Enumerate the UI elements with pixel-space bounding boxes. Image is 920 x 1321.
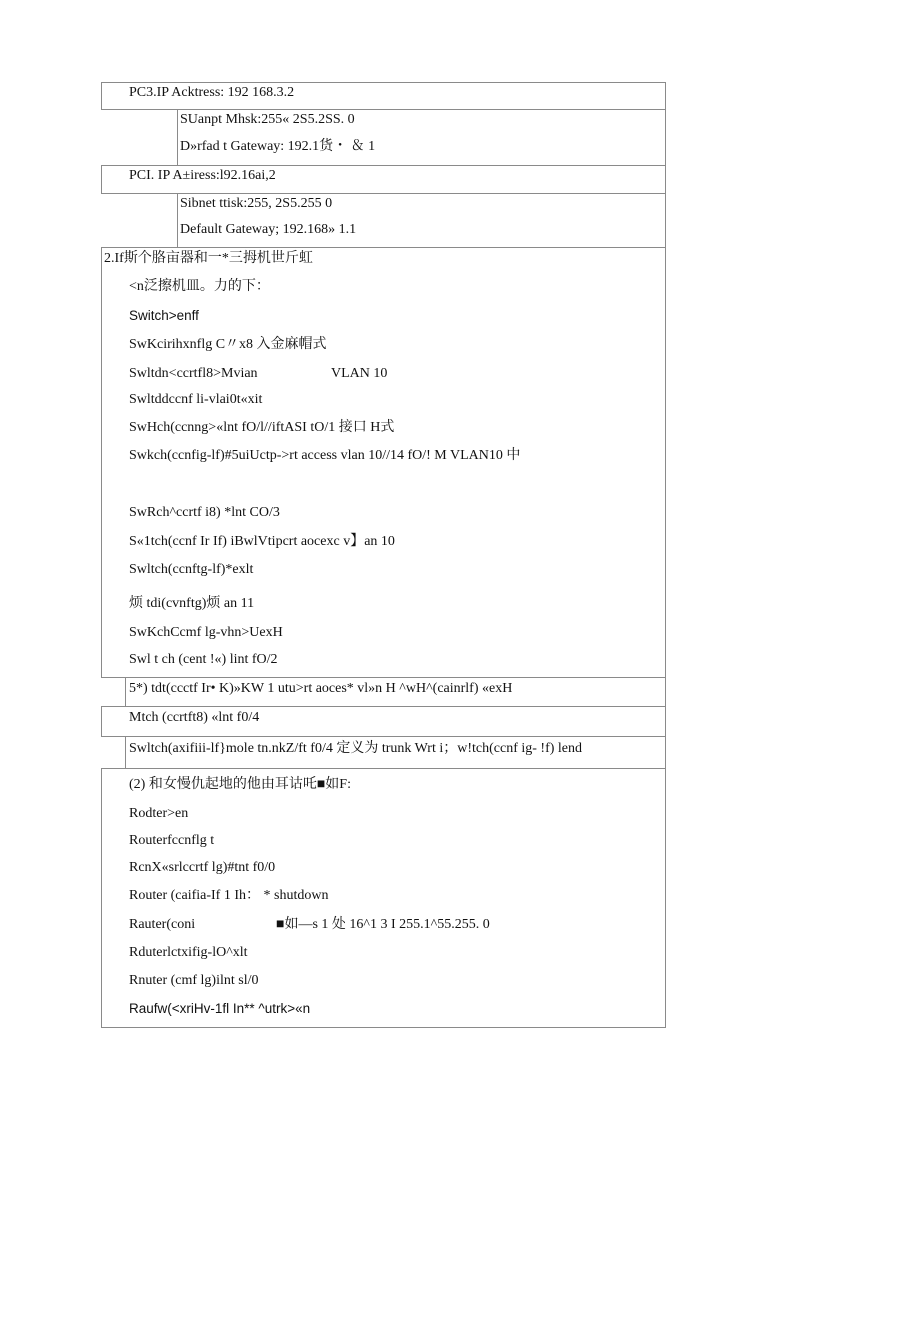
- switch-line: SwKcirihxnflg C〃x8 入金麻帽式: [129, 337, 327, 352]
- router-line: ■如—s 1 处 16^1 3 I 255.1^55.255. 0: [276, 917, 490, 932]
- switch-line: S«1tch(ccnf Ir If) iBwlVtipcrt aocexc v】an 10: [129, 534, 395, 549]
- switch-line: Swl t ch (cent !«) lint fO/2: [129, 652, 278, 667]
- pc3-mask-text: SUanpt Mhsk:255« 2S5.2SS. 0: [180, 112, 355, 127]
- switch-line: SwKchCcmf lg-vhn>UexH: [129, 625, 283, 640]
- pc1-mask-text: Sibnet ttisk:255, 2S5.255 0: [180, 196, 333, 211]
- pc3-gateway-text: D»rfad t Gateway: 192.1货・ ＆ 1: [180, 139, 376, 154]
- switch-row-b-text: Mtch (ccrtft8) «lnt f0/4: [129, 710, 260, 725]
- switch-line: Swltddccnf li-vlai0t«xit: [129, 392, 263, 407]
- router-section-heading: (2) 和女慢仇起地的他由耳诂吒■如F:: [129, 777, 351, 792]
- switch-line: SwRch^ccrtf i8) *lnt CO/3: [129, 505, 280, 520]
- switch-row-a-text: 5*) tdt(ccctf Ir• K)»KW 1 utu>rt aoces* vl»n H ^wH^(cainrlf) «exH: [129, 681, 513, 696]
- pc3-ip-text: PC3.IP Acktress: 192 168.3.2: [129, 85, 295, 100]
- switch-line: Swltch(ccnftg-lf)*exlt: [129, 562, 254, 577]
- router-line: Raufw(<xriHv-1fl In** ^utrk>«n: [129, 1001, 311, 1016]
- router-line: RcnX«srlccrtf lg)#tnt f0/0: [129, 860, 276, 875]
- pc1-gateway-text: Default Gateway; 192.168» 1.1: [180, 222, 357, 237]
- router-line: Router (caifia-If 1 Ih： * shutdown: [129, 888, 329, 903]
- router-line: Rauter(coni: [129, 917, 196, 932]
- pc1-ip-text: PCI. IP A±iress:l92.16ai,2: [129, 168, 276, 183]
- router-line: Rduterlctxifig-lO^xlt: [129, 945, 248, 960]
- switch-line: Swltdn<ccrtfl8>Mvian: [129, 366, 258, 381]
- switch-line: 烦 tdi(cvnftg)烦 an 11: [129, 596, 255, 611]
- switch-line: SwHch(ccnng>«lnt fO/l//iftASI tO/1 接口 H式: [129, 420, 395, 435]
- switch-intro: <n泛擦机皿。力的下：: [129, 279, 270, 294]
- switch-line: Switch>enff: [129, 308, 199, 323]
- router-line: Rodter>en: [129, 806, 189, 821]
- router-line: Routerfccnflg t: [129, 833, 215, 848]
- switch-row-c-text: Swltch(axifiii-lf}mole tn.nkZ/ft f0/4 定义为 trunk Wrt i；w!tch(ccnf ig- !f) lend: [129, 741, 583, 756]
- switch-line: VLAN 10: [331, 366, 388, 381]
- router-line: Rnuter (cmf lg)ilnt sl/0: [129, 973, 259, 988]
- switch-line: Swkch(ccnfig-lf)#5uiUctp->rt access vlan 10//14 fO/! M VLAN10 中: [129, 448, 521, 463]
- switch-section-heading: 2.If斯个胳亩器和一*三拇机世斤虹: [104, 251, 313, 266]
